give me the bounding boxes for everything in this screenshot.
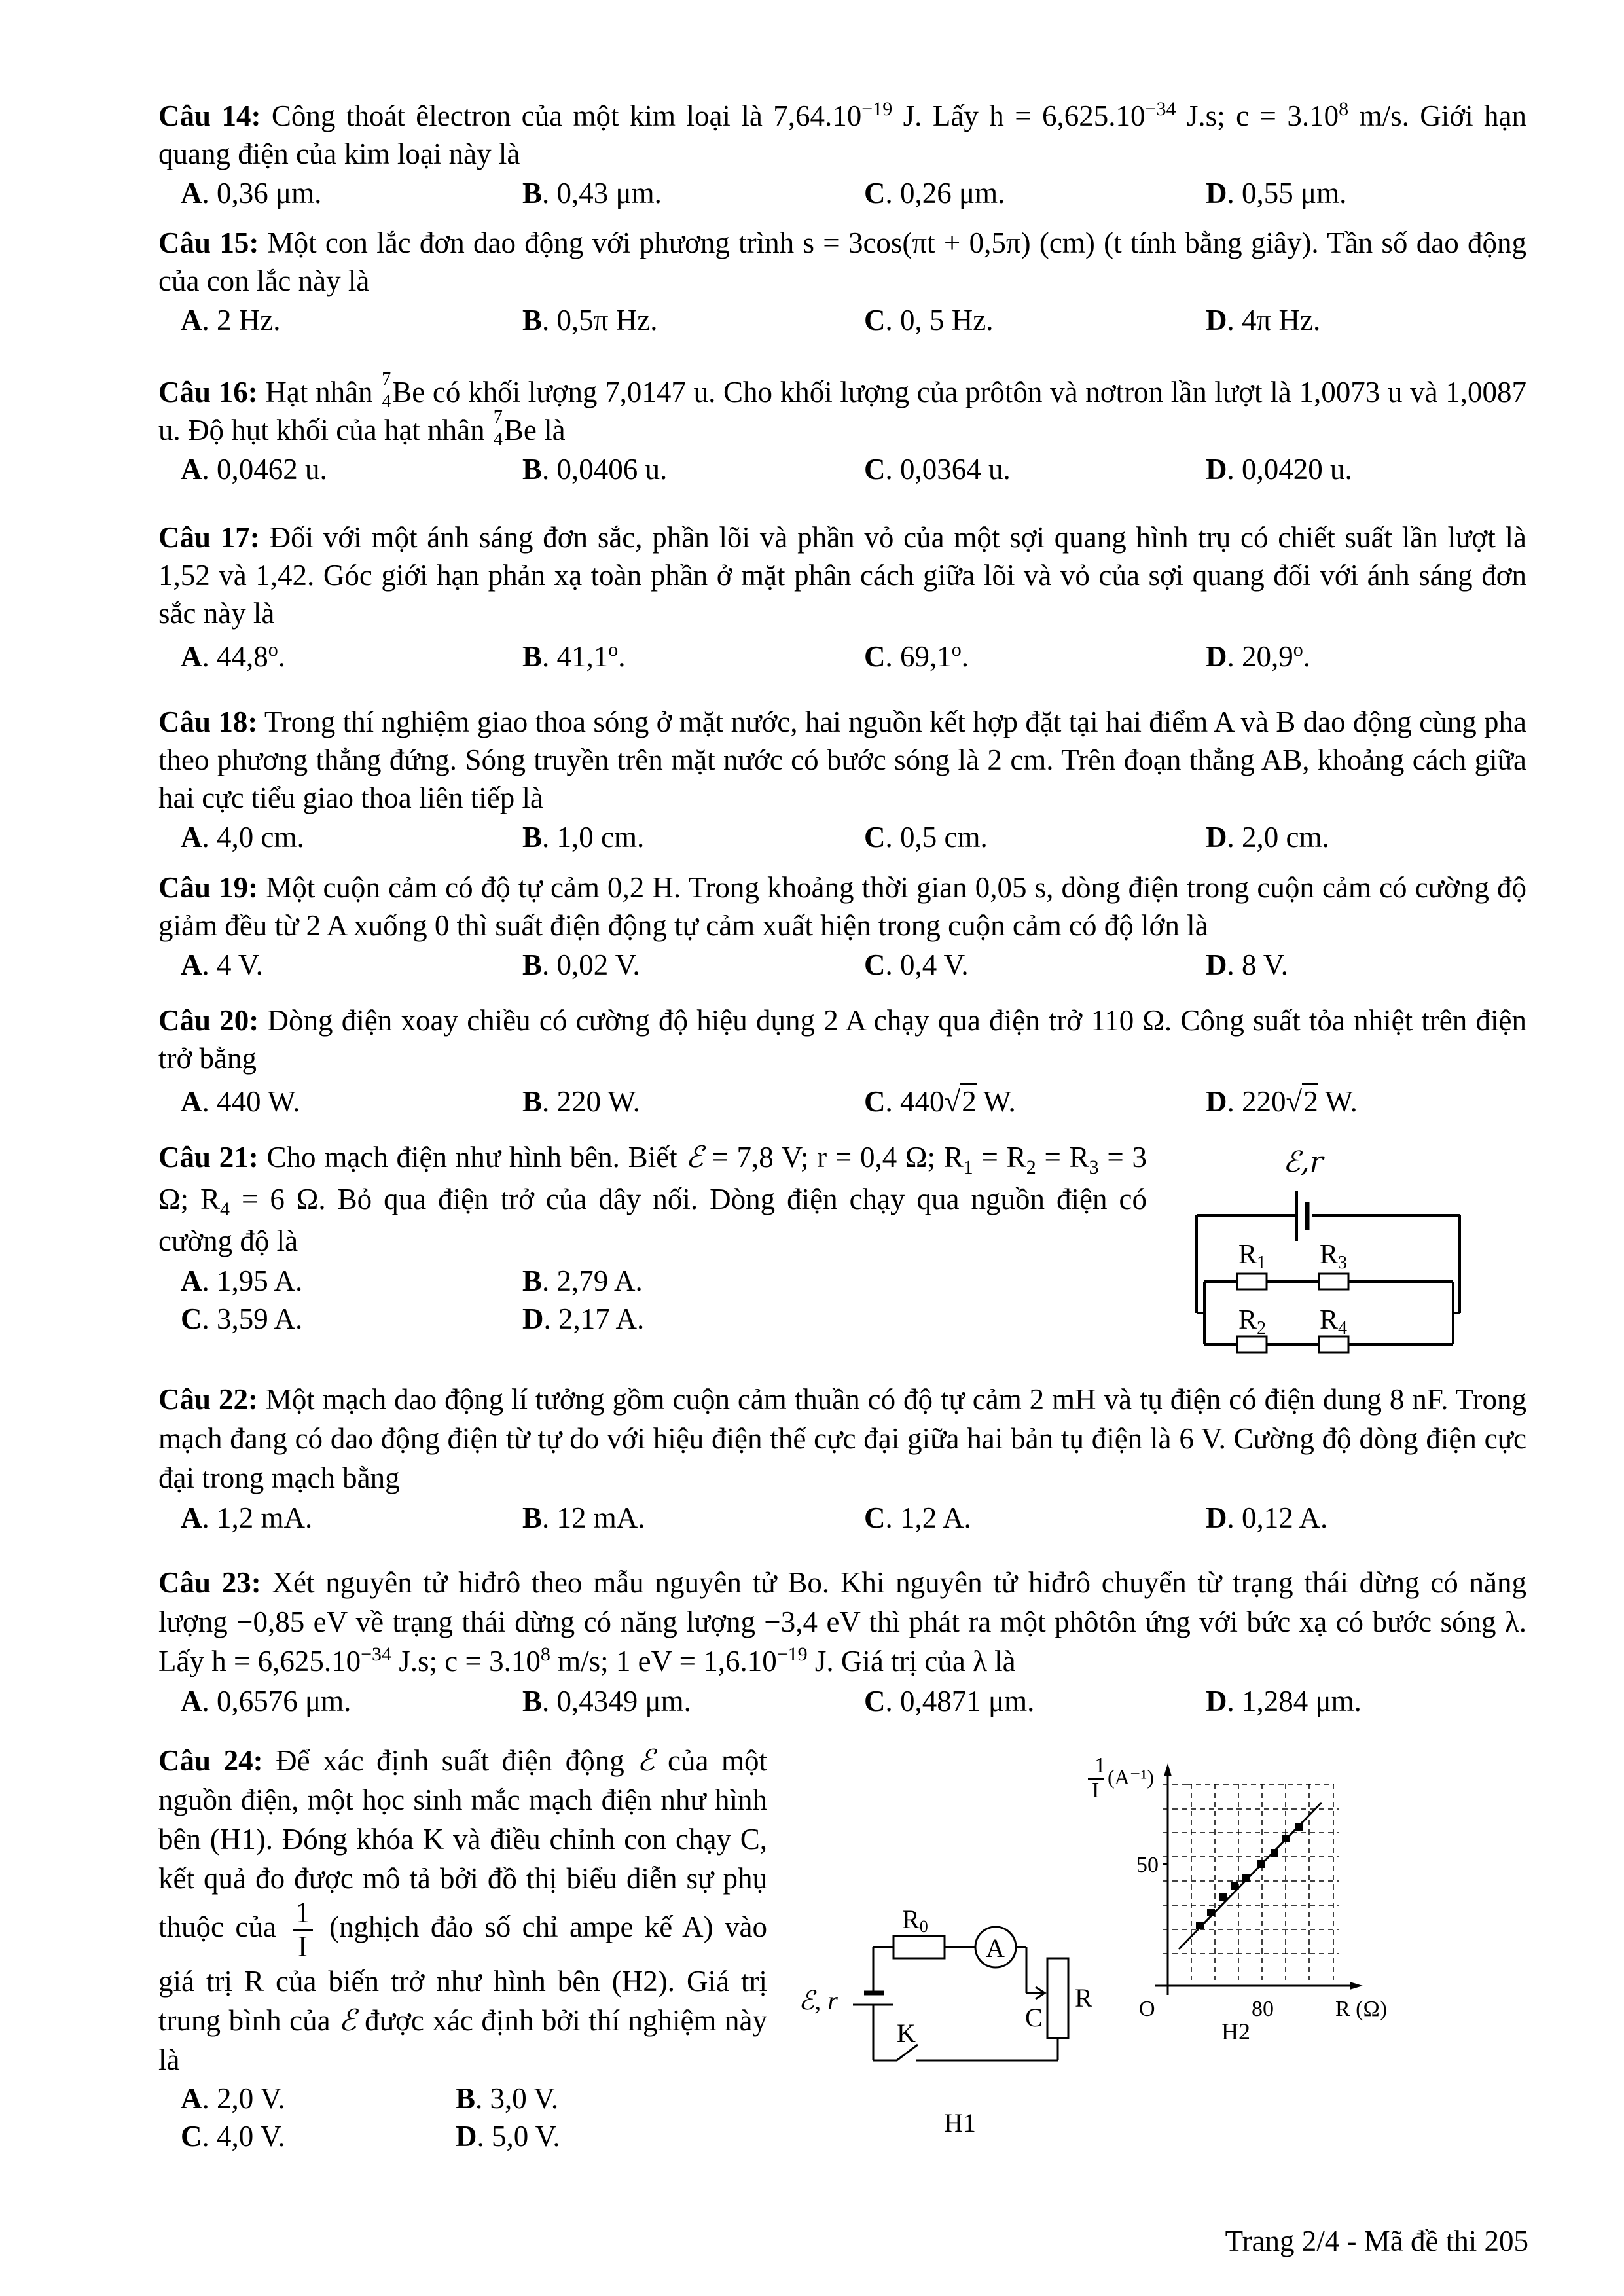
options (158, 1499, 1526, 1537)
question-label: Câu 19: (158, 871, 259, 904)
option-b[interactable]: B. 2,79 A. (522, 1265, 643, 1297)
question-label: Câu 22: (158, 1383, 258, 1416)
x-axis-label: R (Ω) (1335, 1997, 1388, 2021)
option-d[interactable]: D. 20,9$^o$. (1206, 639, 1310, 673)
option-c[interactable]: C. 0,0364 u. (864, 453, 1011, 486)
option-b[interactable]: B. 0,4349 μm. (522, 1685, 691, 1717)
option-c[interactable]: C. 1,2 A. (864, 1501, 971, 1534)
option-b[interactable]: B. 0,43 μm. (522, 177, 662, 209)
y-tick-50: 50 (1136, 1853, 1159, 1877)
option-d[interactable]: D. 1,284 μm. (1206, 1685, 1362, 1717)
option-b[interactable]: B. 12 mA. (522, 1501, 645, 1534)
question-22 (158, 1380, 1526, 1537)
y-axis-unit: (A⁻¹) (1108, 1765, 1154, 1789)
question-14 (158, 97, 1526, 212)
options (158, 2079, 767, 2155)
option-d[interactable]: D. 220√2 W. (1183, 1083, 1525, 1121)
switch-label: K (897, 2018, 916, 2048)
option-d[interactable]: D. 8 V. (1206, 948, 1288, 981)
question-label: Câu 17: (158, 521, 260, 554)
question-16 (158, 369, 1526, 488)
question-label: Câu 18: (158, 706, 258, 738)
fraction-1-over-i: $\frac{1}{I}$ (293, 1898, 313, 1962)
option-b[interactable]: B. 0,02 V. (522, 948, 640, 981)
question-label: Câu 24: (158, 1744, 263, 1777)
option-b[interactable]: B. 0,5π Hz. (522, 304, 658, 336)
option-a[interactable]: A. 440 W. (181, 1085, 300, 1118)
option-b[interactable]: B. 1,0 cm. (522, 821, 645, 853)
option-c[interactable]: C. 0,26 μm. (864, 177, 1005, 209)
circuit-diagram-q21 (1178, 1139, 1492, 1361)
question-label: Câu 15: (158, 226, 259, 259)
options (158, 174, 1526, 212)
option-a[interactable]: A. 1,2 mA. (181, 1501, 313, 1534)
question-23 (158, 1563, 1526, 1720)
question-18 (158, 703, 1526, 856)
question-stem: Câu 16: Hạt nhân 7 4 Be có khối lượng 7,0147 u. Cho khối lượng của prôtôn và nơtron lần lượt là 1,0073 u và 1,0087 u. Độ hụt khối của hạt nhân 7 4 Be là (158, 369, 1526, 450)
ammeter-label: A (986, 1933, 1005, 1963)
options (158, 946, 1526, 984)
option-b[interactable]: B. 0,0406 u. (522, 453, 668, 486)
option-d[interactable]: D. 2,17 A. (522, 1302, 645, 1335)
nuclide-notation: 7 4 (493, 407, 503, 450)
r3-label: R3 (1320, 1240, 1348, 1273)
option-c[interactable]: C. 0,4 V. (864, 948, 969, 981)
question-stem: Câu 18: Trong thí nghiệm giao thoa sóng ở mặt nước, hai nguồn kết hợp đặt tại hai điểm A và B dao động cùng pha theo phương thẳng đứng. Sóng truyền trên mặt nước có bước sóng là 2 cm. Trên đoạn thẳng AB, khoảng cách giữa hai cực tiểu giao thoa liên tiếp là (158, 706, 1526, 814)
origin-label: O (1139, 1997, 1155, 2021)
nuclide-notation: 7 4 (382, 369, 391, 412)
options (158, 1682, 1526, 1720)
data-points (1196, 1823, 1303, 1929)
r4-label: R4 (1320, 1305, 1348, 1338)
question-20 (158, 1001, 1526, 1121)
page-footer: Trang 2/4 - Mã đề thi 205 (1225, 2225, 1528, 2257)
option-a[interactable]: A. 44,8$^o$. (181, 639, 285, 673)
y-axis-label-numerator: 1 (1094, 1753, 1106, 1778)
question-stem: Câu 23: Xét nguyên tử hiđrô theo mẫu nguyên tử Bo. Khi nguyên tử hiđrô chuyển từ trạng thái dừng có năng lượng −0,85 eV về trạng thái dừng có năng lượng −3,4 eV thì phát ra một phôtôn ứng với bức xạ có bước sóng λ. Lấy $h = 6,625.10^{-34}$ J.s; $c = 3.10^8$ m/s; 1 eV = $1,6.10^{-19}$ J. Giá trị của λ là (158, 1566, 1527, 1677)
option-c[interactable]: C. 0, 5 Hz. (864, 304, 994, 336)
r2-label: R2 (1238, 1305, 1267, 1338)
question-stem: Câu 14: Công thoát êlectron của một kim loại là $7,64.10^{-19}$ J. Lấy $h = 6,625.10^{-34}$ J.s; $c = 3.10^8$ m/s. Giới hạn quang điện của kim loại này là (158, 98, 1527, 170)
x-tick-80: 80 (1252, 1997, 1274, 2021)
question-19 (158, 869, 1526, 984)
question-label: Câu 16: (158, 376, 258, 408)
y-axis-label-denominator: I (1092, 1778, 1100, 1803)
options (158, 637, 1526, 675)
options (158, 1083, 1526, 1121)
option-c[interactable]: C. 440√2 W. (842, 1083, 1183, 1121)
option-c[interactable]: C. 69,1$^o$. (864, 639, 969, 673)
options (158, 450, 1526, 488)
option-c[interactable]: C. 3,59 A. (181, 1302, 303, 1335)
question-stem: Câu 17: Đối với một ánh sáng đơn sắc, phần lõi và phần vỏ của một sợi quang hình trụ có chiết suất lần lượt là 1,52 và 1,42. Góc giới hạn phản xạ toàn phần ở mặt phân cách giữa lõi và vỏ của sợi quang đối với ánh sáng đơn sắc này là (158, 521, 1526, 630)
r0-label: R0 (902, 1905, 928, 1936)
question-stem: Câu 22: Một mạch dao động lí tưởng gồm cuộn cảm thuần có độ tự cảm 2 mH và tụ điện có điện dung 8 nF. Trong mạch đang có dao động điện từ tự do với hiệu điện thế cực đại giữa hai bản tụ điện là 6 V. Cường độ dòng điện cực đại trong mạch bằng (158, 1383, 1527, 1494)
question-24 (158, 1741, 767, 2155)
rheostat-label: R (1075, 1983, 1092, 2013)
question-label: Câu 21: (158, 1141, 259, 1174)
question-label: Câu 20: (158, 1004, 259, 1037)
option-d[interactable]: D. 0,55 μm. (1206, 177, 1347, 209)
option-c[interactable]: C. 4,0 V. (181, 2120, 285, 2153)
question-stem: Câu 15: Một con lắc đơn dao động với phương trình s = 3cos(πt + 0,5π) (cm) (t tính bằng giây). Tần số dao động của con lắc này là (158, 226, 1526, 297)
question-17 (158, 518, 1526, 675)
options (158, 1262, 1147, 1338)
chart-h2 (1074, 1741, 1545, 2173)
source-label: ℰ, r (799, 1986, 838, 2015)
question-21 (158, 1136, 1147, 1338)
option-d[interactable]: D. 0,12 A. (1206, 1501, 1328, 1534)
option-b[interactable]: B. 220 W. (522, 1085, 641, 1118)
options (158, 818, 1526, 856)
option-c[interactable]: C. 0,5 cm. (864, 821, 988, 853)
option-d[interactable]: D. 5,0 V. (456, 2120, 560, 2153)
option-b[interactable]: B. 41,1$^o$. (522, 639, 626, 673)
option-c[interactable]: C. 0,4871 μm. (864, 1685, 1035, 1717)
question-stem: Câu 24: Để xác định suất điện động ℰ của một nguồn điện, một học sinh mắc mạch điện như hình bên (H1). Đóng khóa K và điều chỉnh con chạy C, kết quả đo được mô tả bởi đồ thị biểu diễn sự phụ thuộc của $\frac{1}{I}$ (nghịch đảo số chỉ ampe kế A) vào giá trị R của biến trở như hình bên (H2). Giá trị trung bình của ℰ được xác định bởi thí nghiệm này là (158, 1743, 768, 2076)
option-a[interactable]: A. 0,6576 μm. (181, 1685, 352, 1717)
axes (1155, 1763, 1363, 1995)
circuit-diagram-h1 (792, 1905, 1106, 2153)
option-a[interactable]: A. 1,95 A. (181, 1265, 303, 1297)
option-d[interactable]: D. 0,0420 u. (1206, 453, 1352, 486)
question-stem: Câu 20: Dòng điện xoay chiều có cường độ hiệu dụng 2 A chạy qua điện trở 110 Ω. Công suất tỏa nhiệt trên điện trở bằng (158, 1004, 1527, 1075)
question-15 (158, 224, 1526, 339)
option-a[interactable]: A. 4 V. (181, 948, 263, 981)
question-stem: Câu 21: Cho mạch điện như hình bên. Biết ℰ = 7,8 V; r = 0,4 Ω; $R_1 = R_2 = R_3 = 3$ Ω; $R_4 = 6$ Ω. Bỏ qua điện trở của dây nối. Dòng điện chạy qua nguồn điện có cường độ là (158, 1139, 1147, 1257)
question-label: Câu 23: (158, 1566, 261, 1599)
option-a[interactable]: A. 0,36 μm. (181, 177, 322, 209)
option-b[interactable]: B. 3,0 V. (456, 2082, 559, 2115)
question-stem: Câu 19: Một cuộn cảm có độ tự cảm 0,2 H. Trong khoảng thời gian 0,05 s, dòng điện trong cuộn cảm có cường độ giảm đều từ 2 A xuống 0 thì suất điện động tự cảm xuất hiện trong cuộn cảm có độ lớn là (158, 871, 1526, 942)
r1-label: R1 (1238, 1240, 1267, 1273)
figure-caption-h2: H2 (1221, 2018, 1250, 2045)
question-label: Câu 14: (158, 99, 261, 132)
slider-label: C (1025, 2003, 1043, 2032)
option-a[interactable]: A. 4,0 cm. (181, 821, 304, 853)
option-d[interactable]: D. 2,0 cm. (1206, 821, 1329, 853)
option-a[interactable]: A. 0,0462 u. (181, 453, 327, 486)
options (158, 301, 1526, 339)
option-d[interactable]: D. 4π Hz. (1206, 304, 1321, 336)
option-a[interactable]: A. 2 Hz. (181, 304, 281, 336)
option-a[interactable]: A. 2,0 V. (181, 2082, 285, 2115)
figure-caption-h1: H1 (944, 2108, 976, 2138)
source-label: ℰ,r (1283, 1145, 1324, 1179)
